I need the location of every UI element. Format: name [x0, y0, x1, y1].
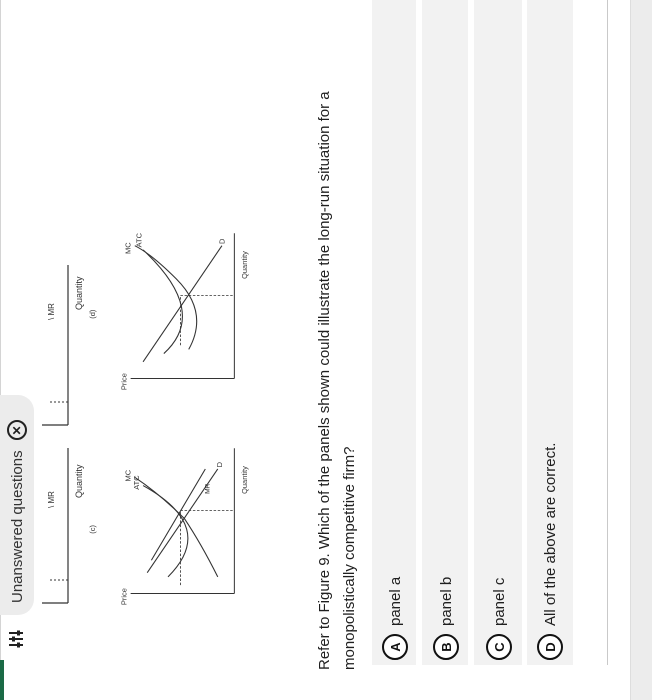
- graph-b-remnant: [40, 255, 90, 430]
- unanswered-questions-label: Unanswered questions: [8, 450, 26, 603]
- divider: [607, 0, 608, 665]
- atc-label: ATC: [131, 475, 141, 490]
- choice-c[interactable]: [484, 578, 514, 660]
- choice-b[interactable]: [431, 577, 461, 660]
- graph-panel-c: [85, 420, 280, 630]
- accent-bar: [0, 660, 4, 700]
- choice-letter-badge[interactable]: A: [382, 634, 408, 660]
- panel-d-label: (d): [87, 309, 97, 319]
- filter-icon[interactable]: [8, 630, 24, 648]
- choice-a[interactable]: [380, 577, 410, 660]
- choice-band-a: [372, 0, 416, 665]
- choice-band-b: [422, 0, 468, 665]
- quantity-axis-label: Quantity: [239, 466, 249, 494]
- mc-label: MC: [123, 242, 133, 254]
- choice-letter-badge[interactable]: B: [433, 634, 459, 660]
- close-symbol: ✕: [10, 425, 24, 436]
- quantity-axis-label: Quantity: [239, 251, 249, 279]
- demand-label: D: [217, 238, 227, 245]
- choice-label[interactable]: All of the above are correct.: [541, 442, 559, 626]
- mc-label: MC: [123, 469, 133, 482]
- scrollbar-track[interactable]: [630, 0, 652, 700]
- quantity-axis-label: Quantity: [74, 276, 84, 310]
- panel-c-label: (c): [87, 525, 97, 534]
- choice-label[interactable]: panel b: [437, 576, 455, 626]
- quantity-axis-label: Quantity: [74, 464, 84, 498]
- graph-panel-d: [85, 205, 280, 415]
- atc-label: ATC: [134, 232, 144, 248]
- choice-band-c: [474, 0, 522, 665]
- choice-letter-badge[interactable]: C: [486, 634, 512, 660]
- choice-letter-badge[interactable]: D: [537, 634, 563, 660]
- choice-d[interactable]: [535, 443, 565, 660]
- choice-label[interactable]: panel c: [490, 577, 508, 626]
- question-text: Refer to Figure 9. Which of the panels shown could illustrate the long-run situation for a monopolistically competitive firm?: [316, 91, 358, 670]
- demand-label: D: [214, 461, 224, 468]
- graph-a-remnant: [40, 438, 90, 608]
- choice-label[interactable]: panel a: [386, 576, 404, 626]
- price-axis-label: Price: [119, 373, 129, 391]
- price-axis-label: Price: [119, 588, 129, 606]
- mr-label: \ MR: [47, 303, 56, 320]
- mr-label: \ MR: [47, 491, 56, 508]
- unanswered-questions-toggle[interactable]: [0, 395, 34, 615]
- close-icon[interactable]: [7, 420, 27, 440]
- mr-label: MR: [204, 483, 212, 494]
